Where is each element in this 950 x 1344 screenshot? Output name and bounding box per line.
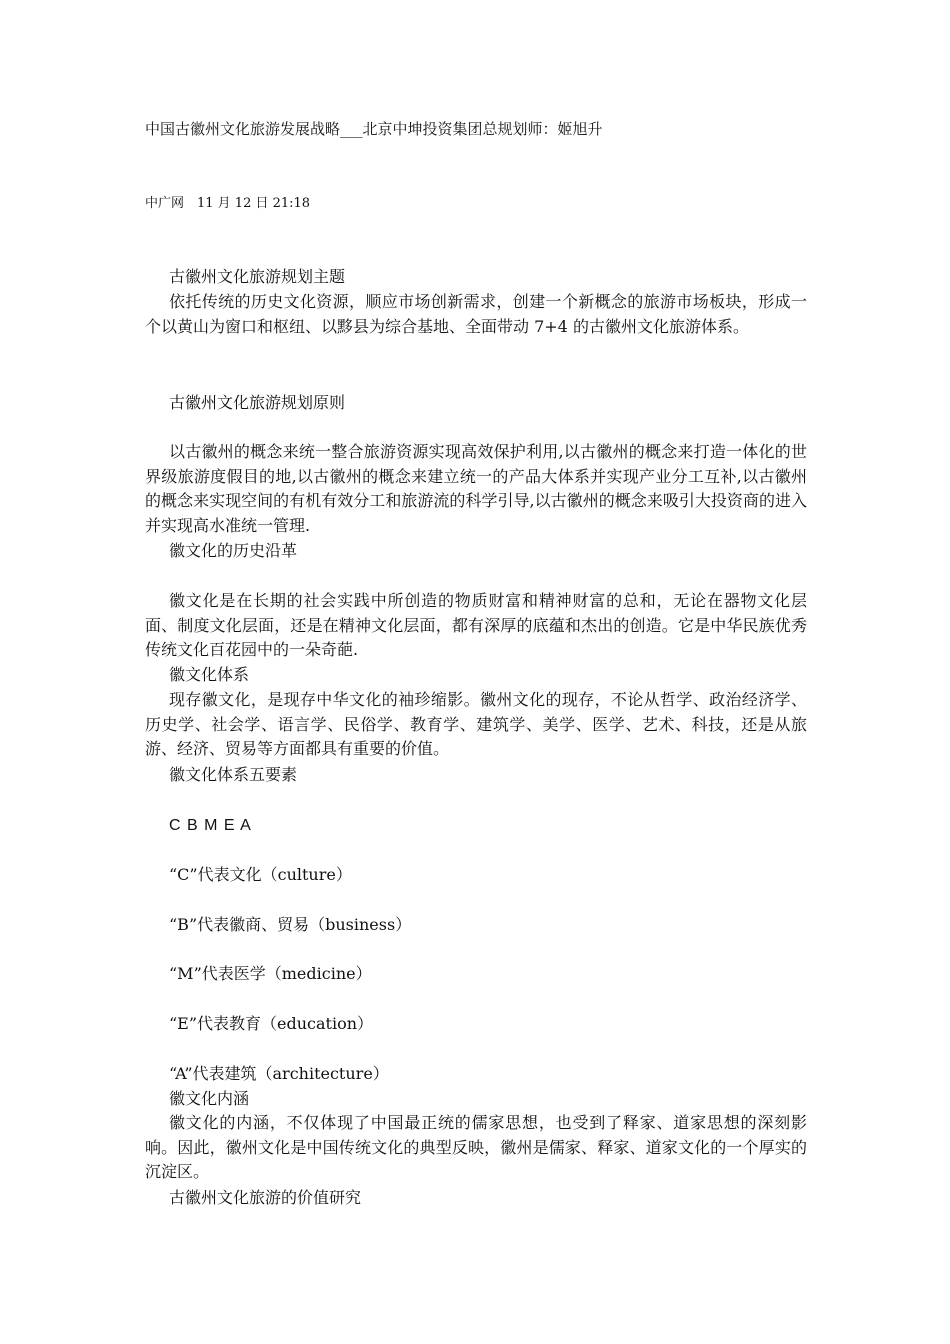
section-heading-system: 徽文化体系 — [169, 665, 250, 684]
list-item-architecture: “A”代表建筑（architecture） — [169, 1064, 389, 1083]
list-item-business: “B”代表徽商、贸易（business） — [169, 915, 412, 934]
paragraph-theme: 依托传统的历史文化资源，顺应市场创新需求，创建一个新概念的旅游市场板块，形成一个以黄山为窗口和枢纽、以黟县为综合基地、全面带动 7+4 的古徽州文化旅游体系。 — [145, 292, 807, 336]
publish-meta: 中广网 11 月 12 日 21:18 — [145, 196, 311, 211]
paragraph-principles: 以古徽州的概念来统一整合旅游资源实现高效保护利用,以古徽州的概念来打造一体化的世界级旅游度假目的地,以古徽州的概念来建立统一的产品大体系并实现产业分工互补,以古徽州的概念来实现空间的有机有效分工和旅游流的科学引导,以古徽州的概念来吸引大投资商的进入并实现高水准统一管理. — [145, 442, 807, 535]
document-title: 中国古徽州文化旅游发展战略___北京中坤投资集团总规划师：姬旭升 — [145, 120, 603, 138]
paragraph-system: 现存徽文化，是现存中华文化的袖珍缩影。徽州文化的现存，不论从哲学、政治经济学、历史学、社会学、语言学、民俗学、教育学、建筑学、美学、医学、艺术、科技，还是从旅游、经济、贸易等方面都具有重要的价值。 — [145, 690, 807, 758]
section-heading-principles: 古徽州文化旅游规划原则 — [169, 393, 346, 412]
section-heading-history: 徽文化的历史沿革 — [169, 541, 298, 560]
list-item-culture: “C”代表文化（culture） — [169, 865, 352, 884]
acronym-cbmea: C B M E A — [169, 817, 252, 834]
section-heading-connotation: 徽文化内涵 — [169, 1089, 250, 1108]
paragraph-connotation: 徽文化的内涵，不仅体现了中国最正统的儒家思想，也受到了释家、道家思想的深刻影响。因此，徽州文化是中国传统文化的典型反映，徽州是儒家、释家、道家文化的一个厚实的沉淀区。 — [145, 1113, 807, 1181]
paragraph-history: 徽文化是在长期的社会实践中所创造的物质财富和精神财富的总和，无论在器物文化层面、制度文化层面，还是在精神文化层面，都有深厚的底蕴和杰出的创造。它是中华民族优秀传统文化百花园中的一朵奇葩. — [145, 591, 807, 659]
section-heading-five-elements: 徽文化体系五要素 — [169, 765, 298, 784]
section-heading-value-research: 古徽州文化旅游的价值研究 — [169, 1188, 362, 1207]
list-item-education: “E”代表教育（education） — [169, 1014, 374, 1033]
list-item-medicine: “M”代表医学（medicine） — [169, 964, 372, 983]
section-heading-theme: 古徽州文化旅游规划主题 — [169, 267, 346, 286]
